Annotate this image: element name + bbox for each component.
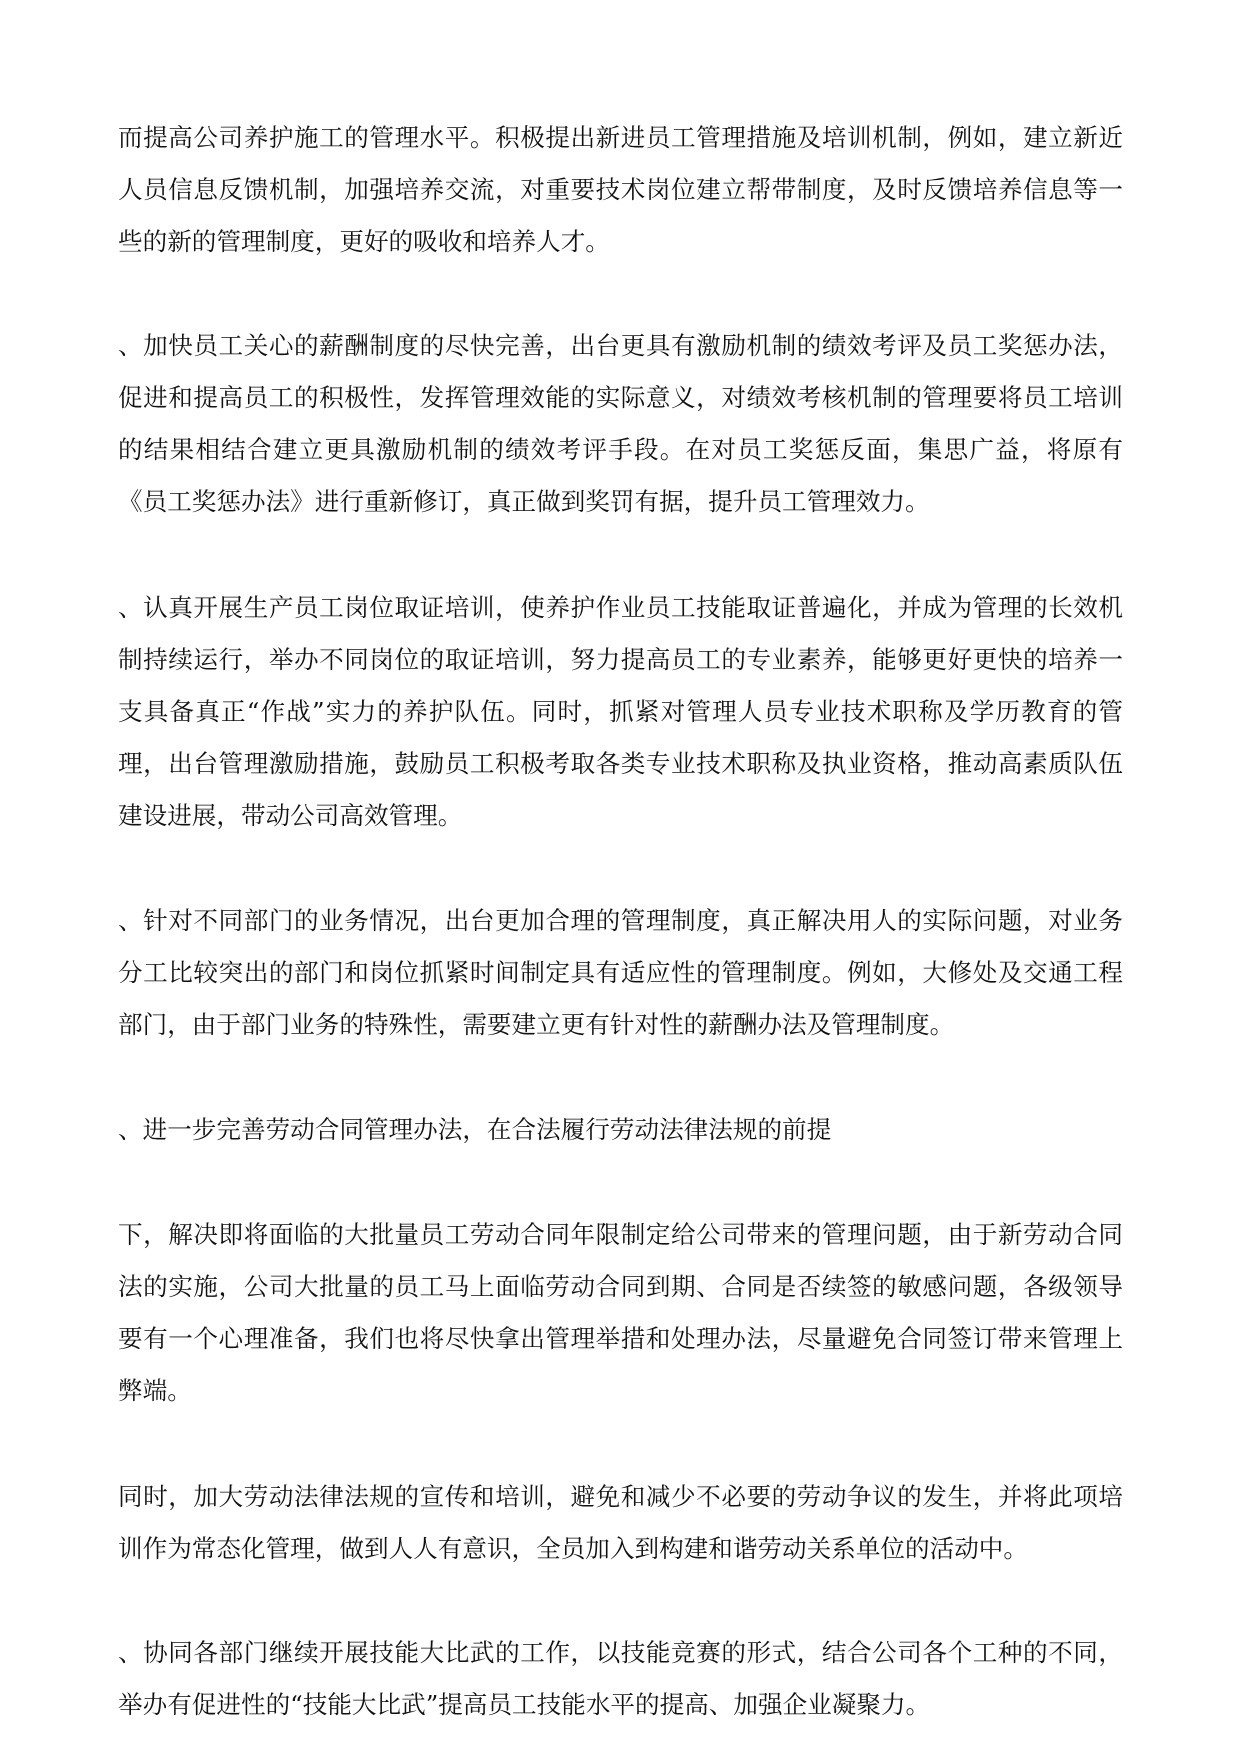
- paragraph-8: 、协同各部门继续开展技能大比武的工作，以技能竞赛的形式，结合公司各个工种的不同，举办有促进性的“技能大比武”提高员工技能水平的提高、加强企业凝聚力。: [118, 1638, 1123, 1719]
- paragraph-2: 、加快员工关心的薪酬制度的尽快完善，出台更具有激励机制的绩效考评及员工奖惩办法，促进和提高员工的积极性，发挥管理效能的实际意义，对绩效考核机制的管理要将员工培训的结果相结合建立更具激励机制的绩效考评手段。在对员工奖惩反面，集思广益，将原有《员工奖惩办法》进行重新修订，真正做到奖罚有据，提升员工管理效力。: [118, 331, 1123, 516]
- paragraph-3: 、认真开展生产员工岗位取证培训，使养护作业员工技能取证普遍化，并成为管理的长效机制持续运行，举办不同岗位的取证培训，努力提高员工的专业素养，能够更好更快的培养一支具备真正“作战”实力的养护队伍。同时，抓紧对管理人员专业技术职称及学历教育的管理，出台管理激励措施，鼓励员工积极考取各类专业技术职称及执业资格，推动高素质队伍建设进展，带动公司高效管理。: [118, 593, 1123, 830]
- paragraph-5: 、进一步完善劳动合同管理办法，在合法履行劳动法律法规的前提: [118, 1115, 832, 1144]
- paragraph-1: 而提高公司养护施工的管理水平。积极提出新进员工管理措施及培训机制，例如，建立新近人员信息反馈机制，加强培养交流，对重要技术岗位建立帮带制度，及时反馈培养信息等一些的新的管理制度，更好的吸收和培养人才。: [118, 123, 1123, 256]
- paragraph-7: 同时，加大劳动法律法规的宣传和培训，避免和减少不必要的劳动争议的发生，并将此项培训作为常态化管理，做到人人有意识，全员加入到构建和谐劳动关系单位的活动中。: [118, 1482, 1123, 1563]
- paragraph-6: 下，解决即将面临的大批量员工劳动合同年限制定给公司带来的管理问题，由于新劳动合同法的实施，公司大批量的员工马上面临劳动合同到期、合同是否续签的敏感问题，各级领导要有一个心理准备，我们也将尽快拿出管理举措和处理办法，尽量避免合同签订带来管理上弊端。: [118, 1220, 1123, 1405]
- paragraph-4: 、针对不同部门的业务情况，出台更加合理的管理制度，真正解决用人的实际问题，对业务分工比较突出的部门和岗位抓紧时间制定具有适应性的管理制度。例如，大修处及交通工程部门，由于部门业务的特殊性，需要建立更有针对性的薪酬办法及管理制度。: [118, 906, 1123, 1039]
